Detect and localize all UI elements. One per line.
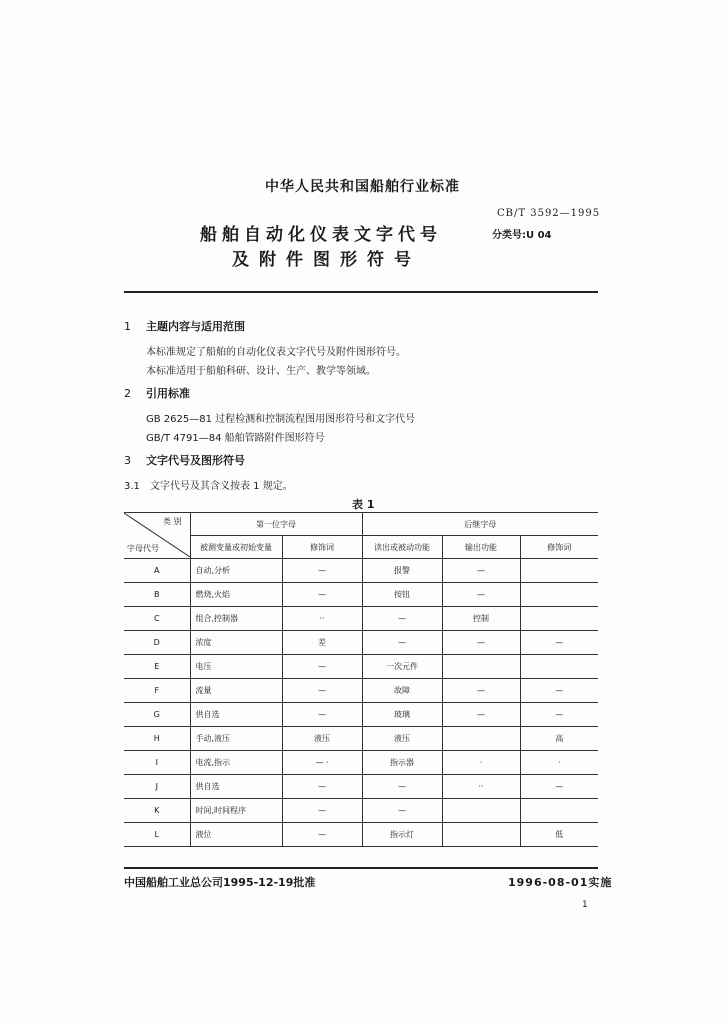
cell-modifier-2: — <box>520 703 598 727</box>
cell-letter: D <box>124 631 190 655</box>
table-row <box>124 631 598 655</box>
cell-readout-function: 指示器 <box>362 751 442 775</box>
cell-letter: C <box>124 607 190 631</box>
table-header-row-2 <box>124 536 598 559</box>
cell-modifier-1: — <box>282 703 362 727</box>
table-row <box>124 799 598 823</box>
cell-modifier-2: — <box>520 679 598 703</box>
cell-letter: H <box>124 727 190 751</box>
cell-modifier-1: — · <box>282 751 362 775</box>
cell-measured-variable: 电流,指示 <box>190 751 282 775</box>
page-number: 1 <box>582 900 588 910</box>
standard-number: CB/T 3592—1995 <box>497 208 601 219</box>
cell-output-function <box>442 727 520 751</box>
cell-output-function <box>442 799 520 823</box>
cell-letter: E <box>124 655 190 679</box>
cell-letter: L <box>124 823 190 847</box>
table-row <box>124 559 598 583</box>
table-row <box>124 607 598 631</box>
table-caption: 表 1 <box>352 498 375 511</box>
cell-modifier-1: — <box>282 775 362 799</box>
cell-readout-function: 故障 <box>362 679 442 703</box>
cell-output-function <box>442 823 520 847</box>
cell-measured-variable: 时间,时间程序 <box>190 799 282 823</box>
table-corner-cell <box>124 513 190 559</box>
cell-measured-variable: 组合,控制器 <box>190 607 282 631</box>
cell-readout-function: — <box>362 631 442 655</box>
cell-modifier-2: 低 <box>520 823 598 847</box>
cell-output-function: — <box>442 583 520 607</box>
cell-measured-variable: 电压 <box>190 655 282 679</box>
section-3-1-text: 3.1 文字代号及其含义按表 1 规定。 <box>124 481 293 492</box>
section-3-heading: 3 文字代号及图形符号 <box>124 454 245 467</box>
header-subsequent-letters: 后继字母 <box>362 513 598 536</box>
cell-readout-function: — <box>362 799 442 823</box>
cell-modifier-2 <box>520 799 598 823</box>
cell-letter: B <box>124 583 190 607</box>
cell-output-function: ·· <box>442 775 520 799</box>
col-modifier-1: 修饰词 <box>282 536 362 559</box>
cell-modifier-1: 差 <box>282 631 362 655</box>
cell-modifier-1: — <box>282 559 362 583</box>
table-row <box>124 679 598 703</box>
industry-standard-heading: 中华人民共和国船舶行业标准 <box>265 179 460 195</box>
table-header-row-1 <box>124 513 598 536</box>
cell-modifier-2: 高 <box>520 727 598 751</box>
cell-modifier-2 <box>520 583 598 607</box>
cell-readout-function: — <box>362 775 442 799</box>
table-row <box>124 751 598 775</box>
cell-output-function: — <box>442 631 520 655</box>
cell-measured-variable: 自动,分析 <box>190 559 282 583</box>
col-readout-function: 读出或被动功能 <box>362 536 442 559</box>
cell-modifier-1: — <box>282 823 362 847</box>
cell-letter: A <box>124 559 190 583</box>
cell-readout-function: 指示灯 <box>362 823 442 847</box>
table-row <box>124 655 598 679</box>
cell-modifier-1: 液压 <box>282 727 362 751</box>
cell-modifier-2: — <box>520 775 598 799</box>
approval-line: 中国船舶工业总公司1995-12-19批准 <box>124 876 316 889</box>
cell-letter: J <box>124 775 190 799</box>
cell-modifier-1: — <box>282 583 362 607</box>
cell-readout-function: 液压 <box>362 727 442 751</box>
cell-modifier-1: — <box>282 679 362 703</box>
cell-measured-variable: 供自选 <box>190 703 282 727</box>
document-title-line1: 船舶自动化仪表文字代号 <box>200 225 442 245</box>
cell-measured-variable: 浓度 <box>190 631 282 655</box>
corner-label-letter: 字母代号 <box>127 544 159 553</box>
table-row <box>124 823 598 847</box>
cell-measured-variable: 手动,液压 <box>190 727 282 751</box>
section-2-heading: 2 引用标准 <box>124 387 190 400</box>
cell-letter: I <box>124 751 190 775</box>
table-row <box>124 703 598 727</box>
cell-letter: K <box>124 799 190 823</box>
cell-output-function: — <box>442 679 520 703</box>
cell-modifier-2 <box>520 607 598 631</box>
cell-measured-variable: 流量 <box>190 679 282 703</box>
document-title-line2: 及附件图形符号 <box>232 250 421 270</box>
section-2-line-2: GB/T 4791—84 船舶管路附件图形符号 <box>146 433 325 444</box>
cell-modifier-2: — <box>520 631 598 655</box>
cell-output-function: — <box>442 559 520 583</box>
cell-letter: F <box>124 679 190 703</box>
cell-modifier-2 <box>520 655 598 679</box>
cell-readout-function: 玻璃 <box>362 703 442 727</box>
cell-measured-variable: 供自选 <box>190 775 282 799</box>
letter-code-table <box>124 512 598 847</box>
cell-readout-function: 按钮 <box>362 583 442 607</box>
corner-label-category: 类 别 <box>162 517 182 526</box>
table-row <box>124 727 598 751</box>
footer-divider <box>124 867 598 869</box>
cell-measured-variable: 燃烧,火焰 <box>190 583 282 607</box>
cell-output-function: 控制 <box>442 607 520 631</box>
cell-letter: G <box>124 703 190 727</box>
cell-modifier-2: · <box>520 751 598 775</box>
section-2-line-1: GB 2625—81 过程检测和控制流程图用图形符号和文字代号 <box>146 414 416 425</box>
cell-modifier-1: — <box>282 799 362 823</box>
cell-modifier-2 <box>520 559 598 583</box>
cell-output-function: · <box>442 751 520 775</box>
cell-measured-variable: 液位 <box>190 823 282 847</box>
table-row <box>124 583 598 607</box>
col-measured-variable: 被测变量或初始变量 <box>190 536 282 559</box>
header-first-letter: 第一位字母 <box>190 513 362 536</box>
col-modifier-2: 修饰词 <box>520 536 598 559</box>
cell-readout-function: — <box>362 607 442 631</box>
cell-modifier-1: ·· <box>282 607 362 631</box>
cell-readout-function: 一次元件 <box>362 655 442 679</box>
cell-readout-function: 报警 <box>362 559 442 583</box>
section-1-line-2: 本标准适用于船舶科研、设计、生产、教学等领域。 <box>146 366 376 377</box>
section-1-heading: 1 主题内容与适用范围 <box>124 320 245 333</box>
header-divider <box>124 291 598 293</box>
col-output-function: 输出功能 <box>442 536 520 559</box>
section-1-line-1: 本标准规定了船舶的自动化仪表文字代号及附件图形符号。 <box>146 347 406 358</box>
cell-output-function: — <box>442 703 520 727</box>
classification-code: 分类号:U 04 <box>492 230 552 241</box>
cell-output-function <box>442 655 520 679</box>
implementation-date: 1996-08-01实施 <box>508 876 613 889</box>
cell-modifier-1: — <box>282 655 362 679</box>
table-row <box>124 775 598 799</box>
